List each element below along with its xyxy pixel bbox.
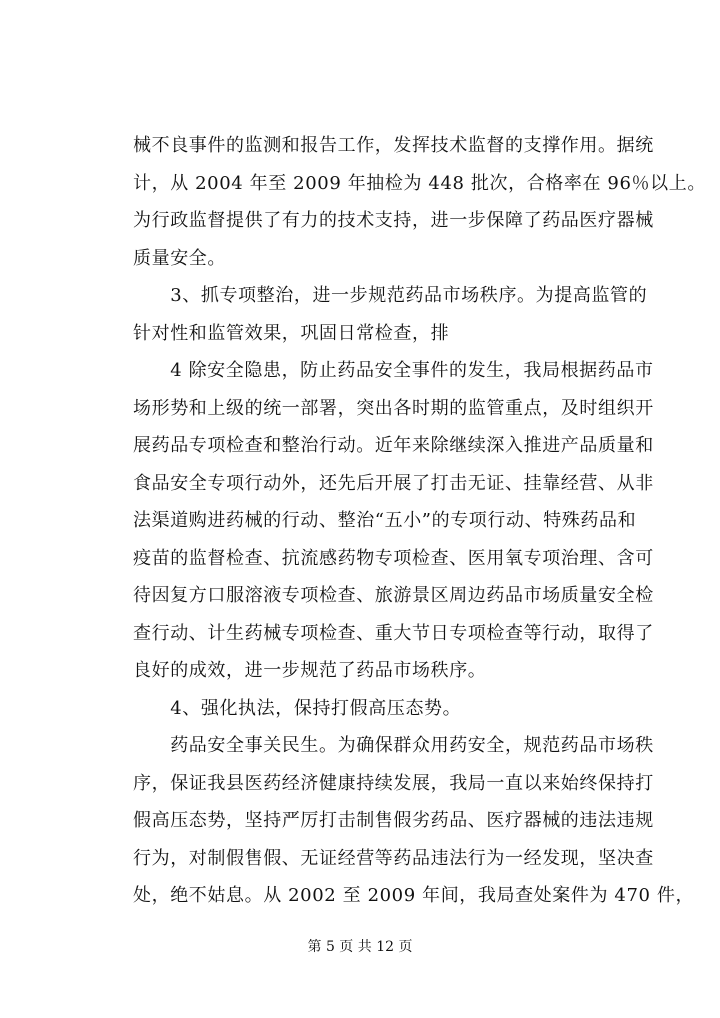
text-line: 疫苗的监督检查、抗流感药物专项检查、医用氧专项治理、含可 <box>133 547 654 569</box>
text-line: 查行动、计生药械专项检查、重大节日专项检查等行动，取得了 <box>133 622 654 644</box>
text-line: 质量安全。 <box>133 247 226 269</box>
text-line: 良好的成效，进一步规范了药品市场秩序。 <box>133 660 487 681</box>
text-line: 4、强化执法，保持打假高压态势。 <box>133 697 462 719</box>
text-line: 展药品专项检查和整治行动。近年来除继续深入推进产品质量和 <box>133 435 654 456</box>
page-footer <box>0 937 720 957</box>
text-line: 3、抓专项整治，进一步规范药品市场秩序。为提高监管的 <box>133 285 648 306</box>
text-line: 4 除安全隐患，防止药品安全事件的发生，我局根据药品市 <box>133 360 654 381</box>
text-line: 计，从 2004 年至 2009 年抽检为 448 批次，合格率在 96％以上。 <box>133 172 706 194</box>
text-line: 序，保证我县医药经济健康持续发展，我局一直以来始终保持打 <box>133 772 654 794</box>
text-line: 针对性和监管效果，巩固日常检查，排 <box>133 322 450 344</box>
text-line: 场形势和上级的统一部署，突出各时期的监管重点，及时组织开 <box>133 397 654 419</box>
document-body <box>133 127 706 915</box>
text-line: 食品安全专项行动外，还先后开展了打击无证、挂靠经营、从非 <box>133 472 654 494</box>
text-line: 处，绝不姑息。从 2002 至 2009 年间，我局查处案件为 470 件， <box>133 885 695 906</box>
text-line: 假高压态势，坚持严厉打击制售假劣药品、医疗器械的违法违规 <box>133 810 654 831</box>
page-number: 第 5 页 共 12 页 <box>307 939 413 955</box>
text-line: 药品安全事关民生。为确保群众用药安全，规范药品市场秩 <box>133 735 654 756</box>
text-line: 待因复方口服溶液专项检查、旅游景区周边药品市场质量安全检 <box>133 585 654 606</box>
text-line: 为行政监督提供了有力的技术支持，进一步保障了药品医疗器械 <box>133 210 654 231</box>
text-line: 械不良事件的监测和报告工作，发挥技术监督的支撑作用。据统 <box>133 135 654 156</box>
text-line: 法渠道购进药械的行动、整治“五小”的专项行动、特殊药品和 <box>133 510 637 531</box>
text-line: 行为，对制假售假、无证经营等药品违法行为一经发现，坚决查 <box>133 847 654 869</box>
